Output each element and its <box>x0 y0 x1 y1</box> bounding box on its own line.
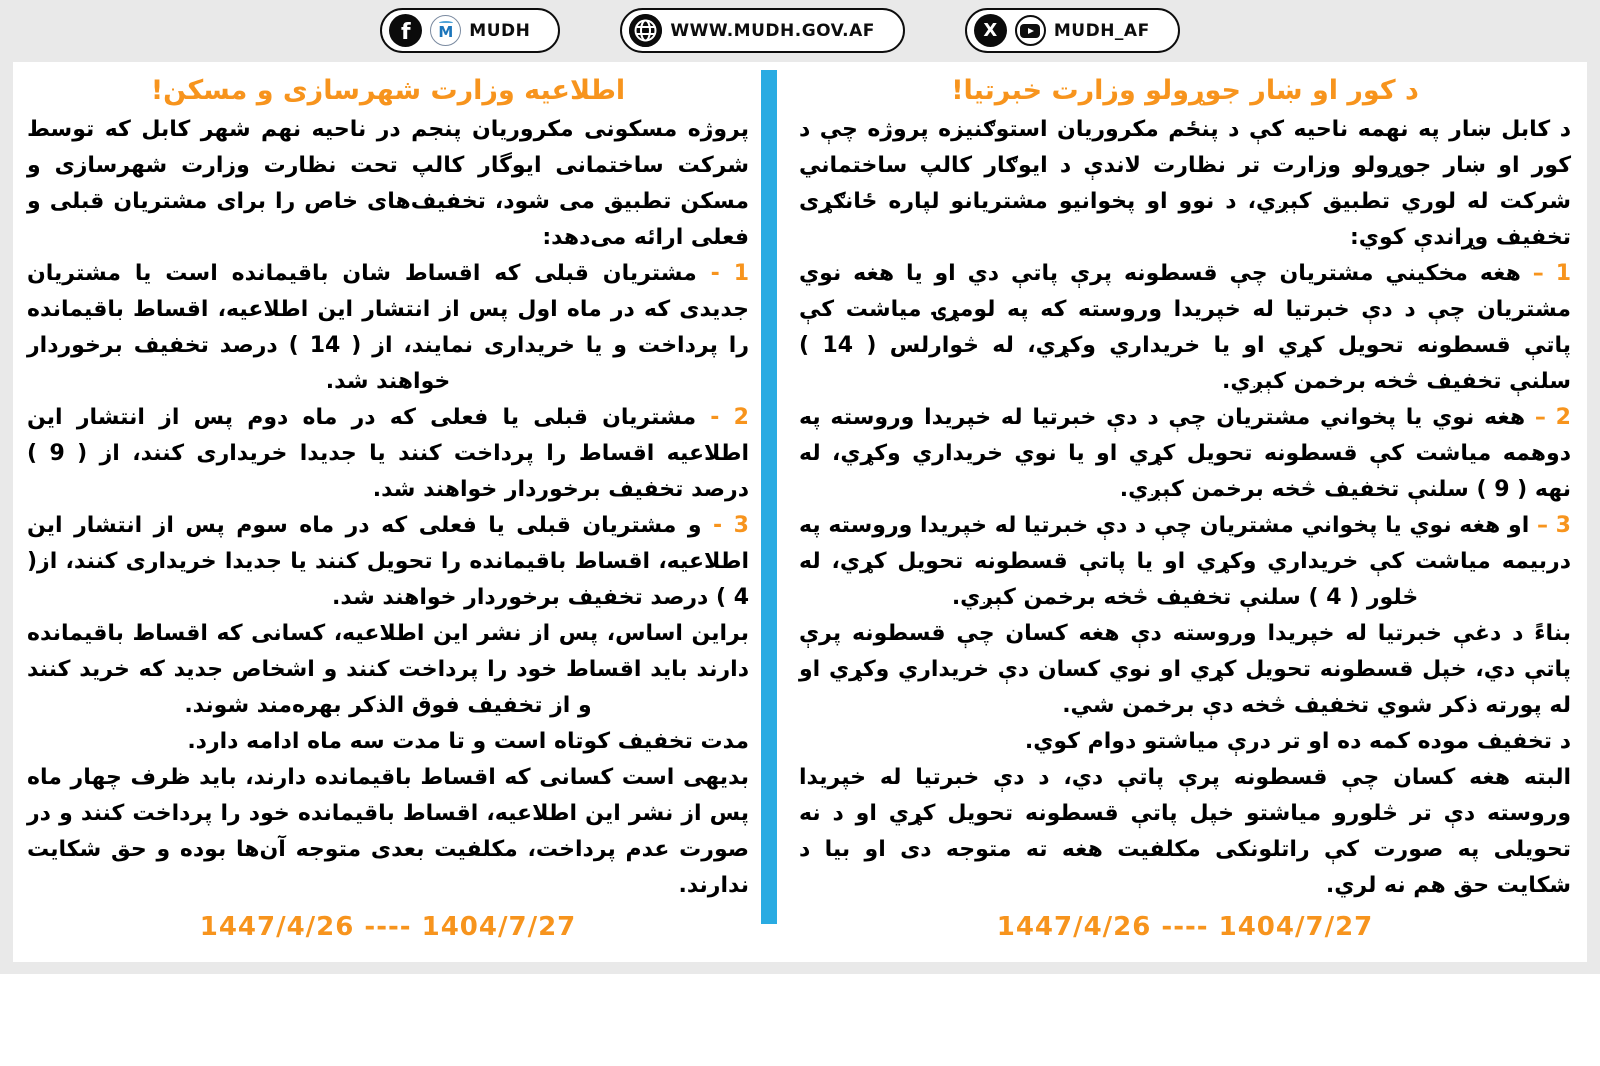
pashto-item-2-number: 2 – <box>1534 405 1571 430</box>
announcement-panel <box>13 62 1587 962</box>
dari-item-2-number: 2 - <box>710 405 749 430</box>
dari-item-3 <box>27 508 749 616</box>
dari-intro: پروژه مسکونی مکروریان پنجم در ناحیه نهم شهر کابل که توسط شرکت ساختمانی ایوگار کالپ تحت نظارت وزارت شهرسازی و مسکن تطبیق می شود، تخفیف‌های خاص را برای مشتریان قبلی و فعلی ارائه می‌دهد: <box>27 117 749 250</box>
pashto-item-2 <box>799 400 1571 508</box>
dari-date-line: 1447/4/26 ---- 1404/7/27 <box>199 912 577 942</box>
pashto-intro: د کابل ښار په نهمه ناحیه کې د پنځم مکروریان استوګنیزه پروژه چې د کور او ښار جوړولو وزارت تر نظارت لاندې د ایوګار کالپ ساختماني شرکت له لوري تطبیق کېږي، د نوو او پخوانیو مشتریانو لپاره ځانګړی تخفیف وړاندې کوي: <box>799 117 1571 250</box>
pashto-item-1-text: هغه مخکیني مشتریان چې قسطونه پرې پاتې دي او یا هغه نوي مشتریان چې د دې خبرتیا له خپریدا وروسته که په لومړۍ میاشت کې پاتې قسطونه تحویل کړي او یا خریداري وکړي، له څوارلس ( 14 ) سلنې تخفیف څخه برخمن کېږي. <box>799 261 1571 394</box>
dari-item-2 <box>27 400 749 508</box>
pashto-column <box>777 62 1587 962</box>
pashto-date-line: 1447/4/26 ---- 1404/7/27 <box>996 912 1374 942</box>
column-divider <box>761 70 777 924</box>
pashto-item-1-number: 1 – <box>1532 261 1571 286</box>
website-badge[interactable] <box>620 8 905 53</box>
dari-closing-1: براین اساس، پس از نشر این اطلاعیه، کسانی که اقساط باقیمانده دارند باید اقساط خود را پرداخت کنند و اشخاص جدید که خرید کنند و از تخفیف فوق الذکر بهره‌مند شوند. <box>27 621 749 718</box>
pashto-item-3-text: او هغه نوي یا پخواني مشتریان چې د دې خبرتیا له خپریدا وروسته په دربیمه میاشت کې خریداري وکړي او یا پاتې قسطونه تحویل کړي، له څلور ( 4 ) سلنې تخفیف څخه برخمن کېږي. <box>799 513 1571 610</box>
dari-closing-3: بدیهی است کسانی که اقساط باقیمانده دارند، باید ظرف چهار ماه پس از نشر این اطلاعیه، اقساط باقیمانده خود را پرداخت کنند و در صورت عدم پرداخت، مکلفیت بعدی متوجه آن‌ها بوده و حق شکایت ندارند. <box>27 765 749 898</box>
pashto-title: د کور او ښار جوړولو وزارت خبرتیا! <box>951 75 1419 106</box>
dari-item-3-number: 3 - <box>713 513 749 538</box>
dari-column <box>13 62 761 962</box>
dari-item-1 <box>27 256 749 400</box>
facebook-icon: f <box>389 14 422 47</box>
pashto-closing-1: بناءً د دغې خبرتیا له خپریدا وروسته دې هغه کسان چې قسطونه پرې پاتې دي، خپل قسطونه تحویل کړي او نوي کسان دې خریداري وکړي او له پورته ذکر شوي تخفیف څخه دې برخمن شي. <box>799 621 1571 718</box>
facebook-handle: MUDH <box>469 20 531 41</box>
dari-item-1-text: مشتریان قبلی که اقساط شان باقیمانده است یا مشتریان جدیدی که در ماه اول پس از انتشار این اطلاعیه، اقساط باقیمانده را پرداخت و یا خریداری نمایند، از ( 14 ) درصد تخفیف برخوردار خواهند شد. <box>27 261 749 394</box>
social-header <box>0 8 1560 53</box>
dari-item-2-text: مشتریان قبلی یا فعلی که در ماه دوم پس از انتشار این اطلاعیه اقساط را پرداخت کنند یا جدیدا خریداری کنند، از ( 9 ) درصد تخفیف برخوردار خواهند شد. <box>27 405 749 502</box>
facebook-badge[interactable] <box>380 8 560 53</box>
pashto-item-3-number: 3 – <box>1536 513 1571 538</box>
pashto-closing-3: البته هغه کسان چې قسطونه پرې پاتې دي، د دې خبرتیا له خپریدا وروسته دې تر څلورو میاشتو خپل پاتې قسطونه تحویل کړي او د نه تحویلی په صورت کې راتلونکی مکلفیت هغه ته متوجه دی او بیا د شکایت حق هم نه لري. <box>799 765 1571 898</box>
social-handles-badge[interactable] <box>965 8 1180 53</box>
social-handle: MUDH_AF <box>1053 20 1150 41</box>
mudh-logo: M <box>430 15 461 46</box>
dari-closing-2: مدت تخفیف کوتاه است و تا مدت سه ماه ادامه دارد. <box>187 729 749 754</box>
youtube-icon <box>1015 15 1046 46</box>
dari-item-1-number: 1 - <box>710 261 749 286</box>
globe-icon <box>629 14 662 47</box>
x-icon: X <box>974 14 1007 47</box>
website-url: WWW.MUDH.GOV.AF <box>670 20 875 41</box>
pashto-item-1 <box>799 256 1571 400</box>
pashto-item-3 <box>799 508 1571 616</box>
pashto-closing-2: د تخفیف موده کمه ده او تر درې میاشتو دوام کوي. <box>1024 729 1571 754</box>
dari-item-3-text: و مشتریان قبلی یا فعلی که در ماه سوم پس از انتشار این اطلاعیه، اقساط باقیمانده را تحویل کنند یا جدیدا خریداری کنند، از( 4 ) درصد تخفیف برخوردار خواهند شد. <box>27 513 749 610</box>
pashto-item-2-text: هغه نوي یا پخواني مشتریان چې د دې خبرتیا له خپریدا وروسته په دوهمه میاشت کې قسطونه تحویل کړي او یا نوي خریداري وکړي، له نهه ( 9 ) سلنې تخفیف څخه برخمن کېږي. <box>799 405 1571 502</box>
dari-title: اطلاعیه وزارت شهرسازی و مسکن! <box>150 75 626 106</box>
